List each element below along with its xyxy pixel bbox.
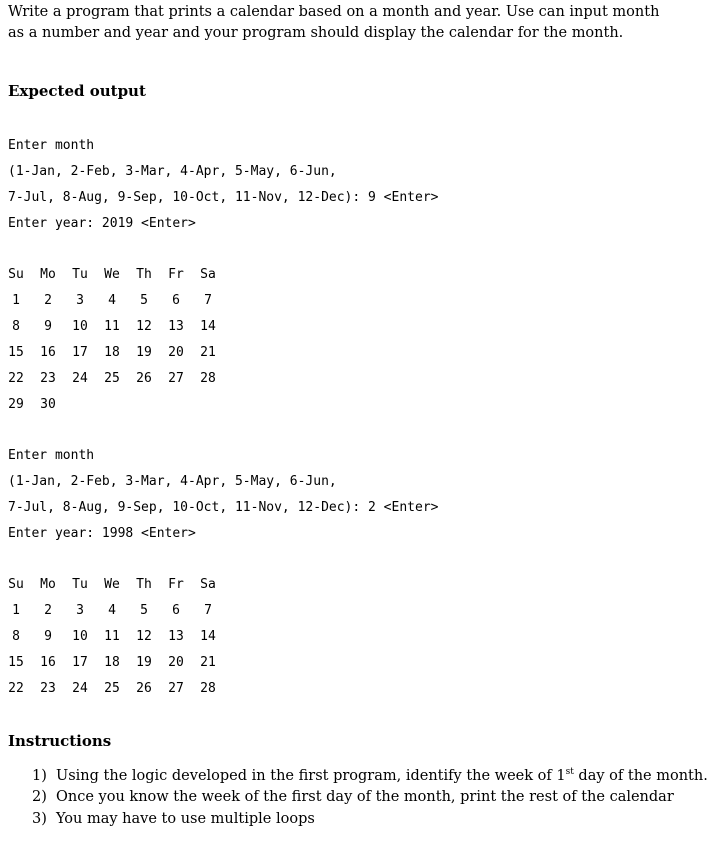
calendar-day-cell: 26 [136,371,152,386]
calendar-day-cell: 18 [104,345,120,360]
instruction-item [32,762,708,787]
calendar-day-header: Tu [72,267,88,282]
calendar-day-cell: 23 [40,681,56,696]
instruction-item [32,809,708,831]
calendar-day-cell: 20 [168,345,184,360]
calendar-day-cell: 3 [76,603,84,618]
calendar-day-cell: 24 [72,371,88,386]
calendar-day-cell: 18 [104,655,120,670]
calendar-day-cell: 21 [200,655,216,670]
calendar-day-cell: 27 [168,371,184,386]
instructions-list [32,762,708,830]
calendar-day-cell: 16 [40,655,56,670]
instruction-text-end: day of the month. [573,767,708,784]
instruction-item [32,787,708,809]
calendar-day-cell: 25 [104,681,120,696]
calendar-day-cell: 25 [104,371,120,386]
calendar-day-header: Fr [168,577,184,592]
calendar-day-cell: 5 [140,293,148,308]
calendar-day-header: Th [136,267,152,282]
calendar-day-cell: 7 [204,293,212,308]
calendar-day-header: We [104,577,120,592]
calendar-day-cell: 5 [140,603,148,618]
calendar-day-cell: 1 [12,603,20,618]
instruction-text: Once you know the week of the first day of the month, print the rest of the calendar [56,789,674,806]
calendar-day-cell: 4 [108,293,116,308]
example1-prompt-line: (1-Jan, 2-Feb, 3-Mar, 4-Apr, 5-May, 6-Jun, [8,164,337,179]
ordinal-suffix: st [565,767,574,777]
example1-prompt-line: Enter year: 2019 <Enter> [8,216,196,231]
calendar-day-cell: 7 [204,603,212,618]
calendar-day-header: Sa [200,267,216,282]
calendar-day-cell: 21 [200,345,216,360]
calendar-day-header: Sa [200,577,216,592]
calendar-day-cell: 13 [168,629,184,644]
calendar-day-cell: 24 [72,681,88,696]
instruction-text: You may have to use multiple loops [56,810,315,827]
calendar-day-cell: 6 [172,603,180,618]
calendar-day-header: Mo [40,577,56,592]
instruction-number: 1) [32,767,47,784]
calendar-day-cell: 8 [12,629,20,644]
calendar-day-cell: 20 [168,655,184,670]
calendar-day-cell: 22 [8,681,24,696]
calendar-day-cell: 1 [12,293,20,308]
calendar-day-cell: 27 [168,681,184,696]
calendar-day-cell: 26 [136,681,152,696]
calendar-day-cell: 19 [136,345,152,360]
calendar-day-cell: 17 [72,345,88,360]
calendar-day-header: Tu [72,577,88,592]
example2-prompt-line: (1-Jan, 2-Feb, 3-Mar, 4-Apr, 5-May, 6-Jun, [8,474,337,489]
calendar-day-cell: 29 [8,397,24,412]
calendar-day-cell: 13 [168,319,184,334]
calendar-day-cell: 12 [136,319,152,334]
calendar-day-cell: 11 [104,629,120,644]
calendar-day-cell: 19 [136,655,152,670]
intro-paragraph: Write a program that prints a calendar based on a month and year. Use can input month as a number and year and your program should display the calendar for the month. [8,4,660,41]
instructions-heading: Instructions [8,732,112,750]
calendar-day-cell: 10 [72,319,88,334]
calendar-day-cell: 17 [72,655,88,670]
calendar-day-cell: 14 [200,629,216,644]
instruction-number: 2) [32,789,47,806]
calendar-day-cell: 15 [8,345,24,360]
instruction-text: Using the logic developed in the first program, identify the week of 1 [56,767,566,784]
calendar-day-cell: 11 [104,319,120,334]
instruction-number: 3) [32,810,47,827]
example2-prompt-line: 7-Jul, 8-Aug, 9-Sep, 10-Oct, 11-Nov, 12-Dec): 2 <Enter> [8,500,439,515]
calendar-day-cell: 6 [172,293,180,308]
calendar-day-cell: 12 [136,629,152,644]
example2-prompt-line: Enter year: 1998 <Enter> [8,526,196,541]
calendar-day-cell: 2 [44,603,52,618]
calendar-day-cell: 3 [76,293,84,308]
calendar-day-cell: 2 [44,293,52,308]
calendar-day-cell: 23 [40,371,56,386]
example1-prompt-line: 7-Jul, 8-Aug, 9-Sep, 10-Oct, 11-Nov, 12-Dec): 9 <Enter> [8,190,439,205]
calendar-day-header: We [104,267,120,282]
calendar-day-header: Th [136,577,152,592]
calendar-day-header: Mo [40,267,56,282]
calendar-day-cell: 28 [200,681,216,696]
example2-prompt-line: Enter month [8,448,95,463]
calendar-day-cell: 10 [72,629,88,644]
calendar-day-cell: 9 [44,629,52,644]
calendar-day-cell: 16 [40,345,56,360]
calendar-day-cell: 28 [200,371,216,386]
calendar-day-cell: 8 [12,319,20,334]
calendar-day-cell: 30 [40,397,56,412]
calendar-day-cell: 14 [200,319,216,334]
expected-output-heading: Expected output [8,82,146,100]
calendar-day-cell: 4 [108,603,116,618]
calendar-day-header: Su [8,267,24,282]
calendar-day-cell: 15 [8,655,24,670]
calendar-day-header: Fr [168,267,184,282]
calendar-day-header: Su [8,577,24,592]
example1-prompt-line: Enter month [8,138,95,153]
calendar-day-cell: 9 [44,319,52,334]
calendar-day-cell: 22 [8,371,24,386]
